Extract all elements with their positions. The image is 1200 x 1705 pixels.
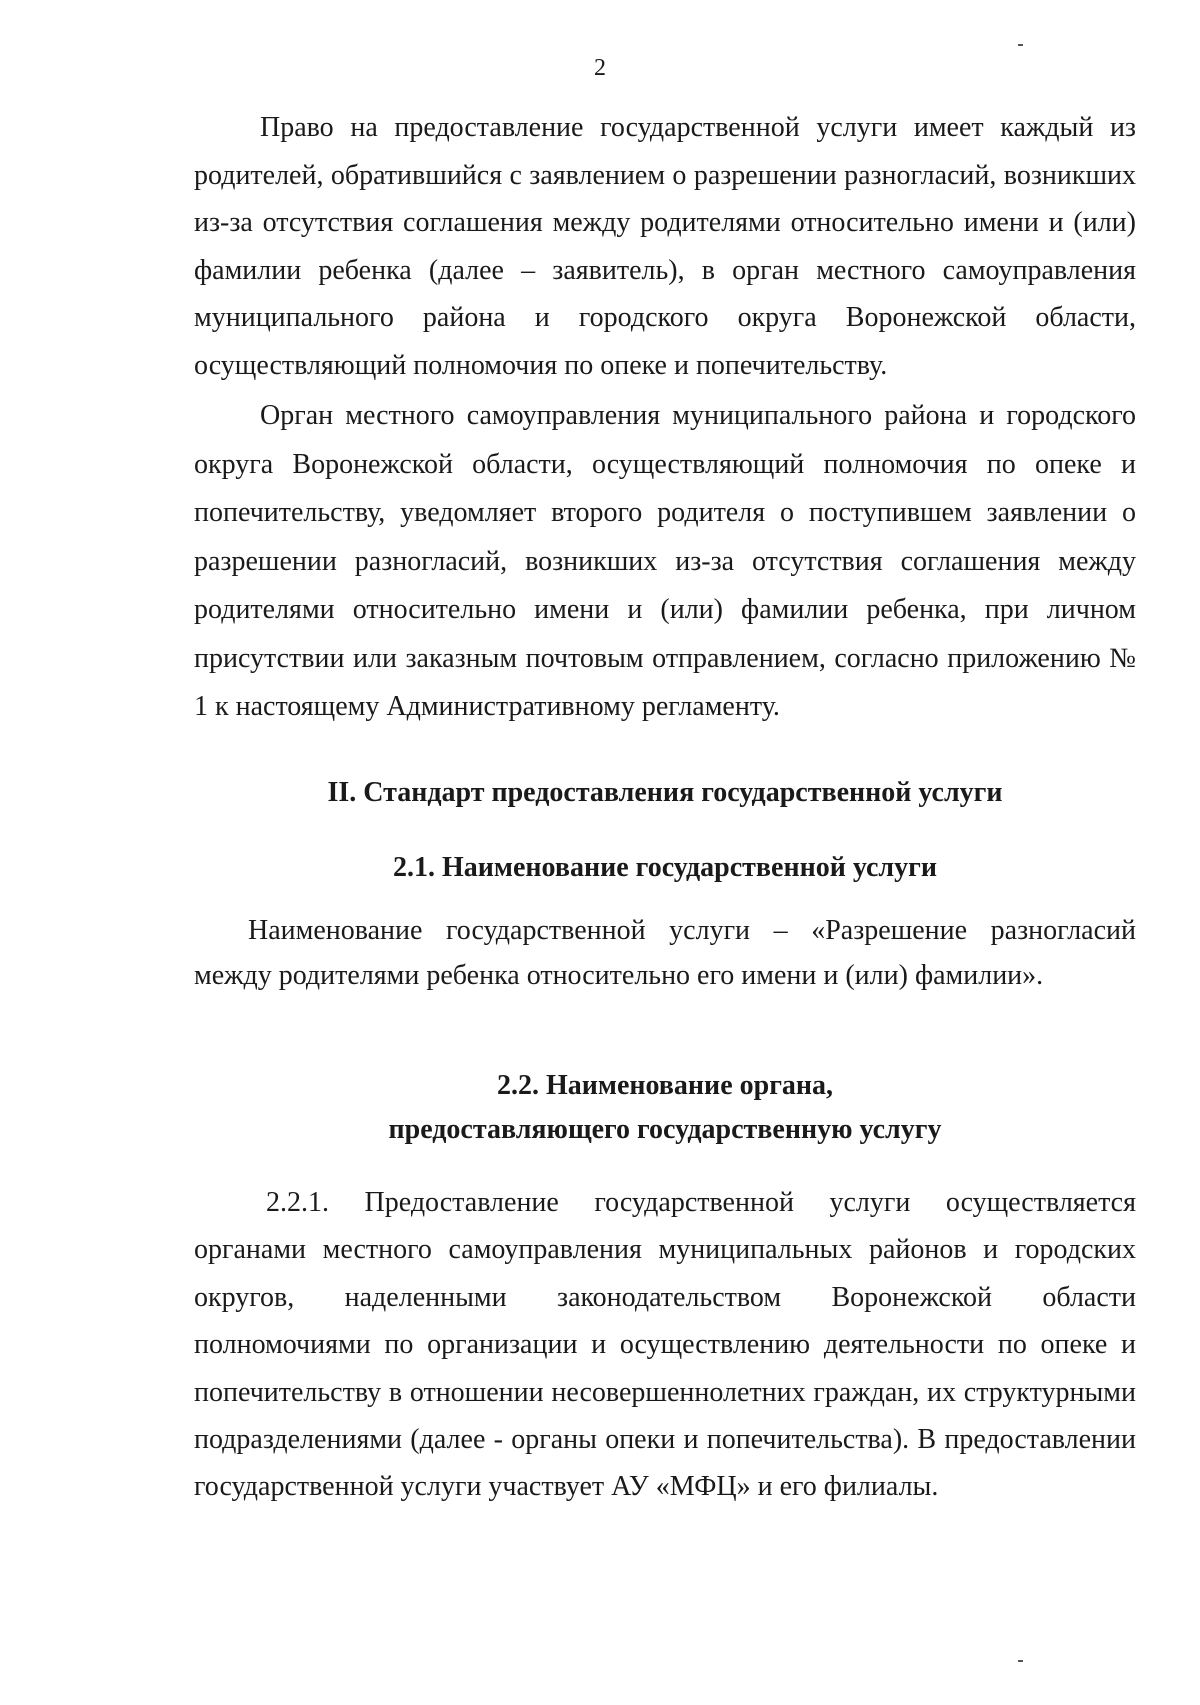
paragraph-applicant-right: Право на предоставление государственной услуги имеет каждый из родителей, обратившийся с заявлением о разрешении разногласий, возникших из-за отсутствия соглашения между родителями относительно имени и (или) фамилии ребенка (далее – заявитель), в орган местного самоуправления муниципального района и городского округа Воронежской области, осуществляющий полномочия по опеке и попечительству.: [194, 112, 1136, 381]
scan-speck: [1018, 1660, 1023, 1662]
page-number: 2: [594, 55, 606, 81]
section-heading-standard: II. Стандарт предоставления государственной услуги: [327, 777, 1003, 808]
paragraph-second-parent-notice: Орган местного самоуправления муниципального района и городского округа Воронежской области, осуществляющий полномочия по опеке и попечительству, уведомляет второго родителя о поступившем заявлении о разрешении разногласий, возникших из-за отсутствия соглашения между родителями относительно имени и (или) фамилии ребенка, при личном присутствии или заказным почтовым отправлением, согласно приложению № 1 к настоящему Административному регламенту.: [194, 400, 1136, 722]
subsection-heading-authority-line2: предоставляющего государственную услугу: [388, 1114, 942, 1145]
paragraph-service-provider: 2.2.1. Предоставление государственной услуги осуществляется органами местного самоуправления муниципальных районов и городских округов, наделенными законодательством Воронежской области полномочиями по организации и осуществлению деятельности по опеке и попечительству в отношении несовершеннолетних граждан, их структурными подразделениями (далее - органы опеки и попечительства). В предоставлении государственной услуги участвует АУ «МФЦ» и его филиалы.: [194, 1187, 1136, 1503]
subsection-heading-service-name: 2.1. Наименование государственной услуги: [393, 852, 937, 883]
paragraph-service-name: Наименование государственной услуги – «Разрешение разногласий между родителями ребенка относительно его имени и (или) фамилии».: [194, 915, 1136, 991]
subsection-heading-authority-line1: 2.2. Наименование органа,: [496, 1070, 834, 1101]
scan-speck: [1018, 44, 1023, 46]
subsection-heading-authority: [194, 1064, 1136, 1152]
